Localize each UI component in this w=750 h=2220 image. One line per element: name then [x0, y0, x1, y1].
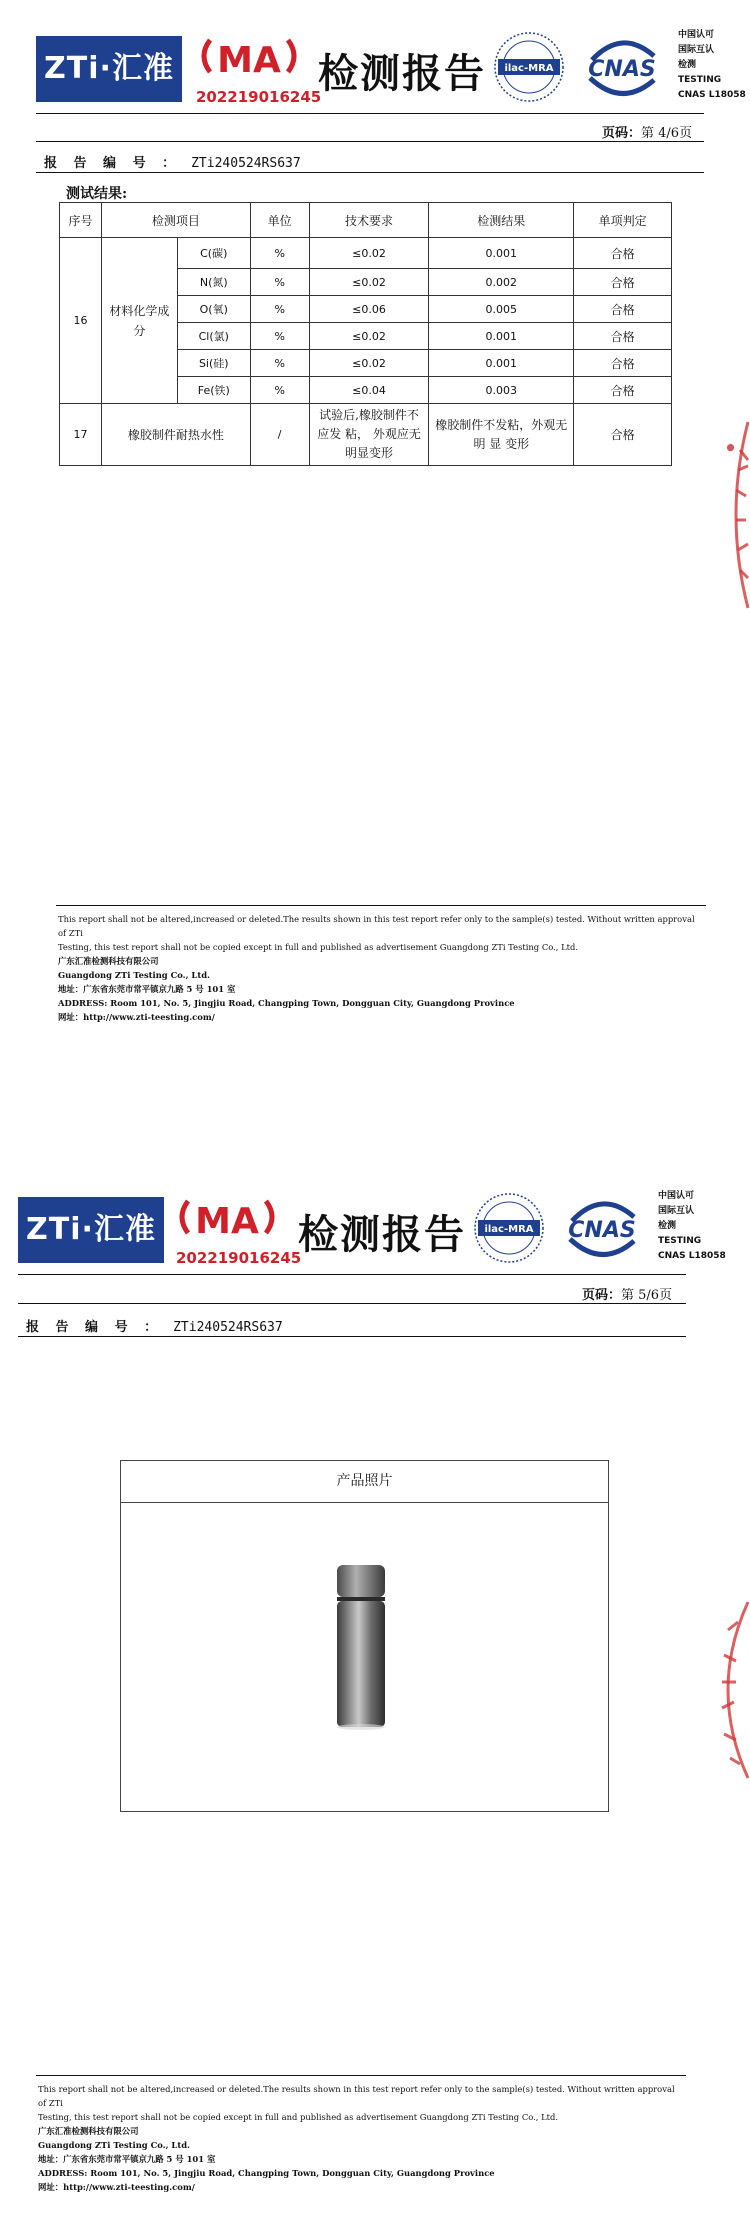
cnas-line: 中国认可: [678, 30, 715, 40]
report-title: 检测报告: [318, 51, 486, 97]
footer-disclaimer: This report shall not be altered,increased or deleted.The results shown in this test report refer only to the sample(s) tested. Without written approval of ZTi: [38, 2084, 675, 2108]
cnas-line: CNAS L18058: [658, 1251, 726, 1261]
cell-requirement: ≤0.02: [309, 323, 429, 350]
table-row: [60, 238, 672, 269]
cell-no: 17: [60, 404, 102, 466]
cell-requirement: ≤0.06: [309, 296, 429, 323]
footer-website: 网址：http://www.zti-teesting.com/: [58, 1012, 215, 1022]
report-number-divider: [36, 172, 704, 173]
report-number-label: 报 告 编 号 ：: [44, 156, 182, 171]
report-header-page-5: [0, 1185, 750, 1295]
cell-verdict: 合格: [574, 323, 672, 350]
footer-website: 网址：http://www.zti-teesting.com/: [38, 2182, 195, 2192]
table-row: [60, 404, 672, 466]
footer-divider: [56, 905, 706, 906]
cell-result: 0.003: [429, 377, 574, 404]
cell-element: Cl(氯): [177, 323, 250, 350]
ma-number: 202219016245: [176, 1249, 302, 1267]
header-divider: [18, 1274, 686, 1275]
cell-verdict: 合格: [574, 404, 672, 466]
ilac-text: ilac-MRA: [484, 1224, 534, 1235]
cell-unit: %: [250, 238, 309, 269]
product-photo: [331, 1563, 391, 1733]
cell-element: O(氧): [177, 296, 250, 323]
ma-logo-text: MA: [195, 1201, 259, 1242]
report-number-value: ZTi240524RS637: [173, 1320, 283, 1335]
cnas-line: CNAS L18058: [678, 90, 746, 100]
cell-unit: %: [250, 269, 309, 296]
cell-unit: %: [250, 377, 309, 404]
cell-result: 0.001: [429, 238, 574, 269]
ma-number: 202219016245: [196, 88, 322, 106]
cell-verdict: 合格: [574, 269, 672, 296]
header-no: 序号: [60, 203, 102, 238]
cell-unit: %: [250, 323, 309, 350]
cnas-line: TESTING: [678, 75, 722, 85]
cnas-logo: [562, 1191, 642, 1265]
page-number-value: 第 4/6页: [641, 126, 693, 141]
header-item: 检测项目: [101, 203, 250, 238]
footer-disclaimer: Testing, this test report shall not be copied except in full and published as advertisement Guangdong ZTi Testing Co., Ltd.: [58, 942, 579, 952]
page-number: [582, 1284, 672, 1303]
cell-requirement: ≤0.02: [309, 269, 429, 296]
cell-requirement: ≤0.04: [309, 377, 429, 404]
footer-address-en: ADDRESS: Room 101, No. 5, Jingjiu Road, Changping Town, Dongguan City, Guangdong Province: [38, 2168, 495, 2178]
cell-verdict: 合格: [574, 238, 672, 269]
cell-requirement: ≤0.02: [309, 238, 429, 269]
cnas-line: 国际互认: [658, 1206, 695, 1216]
footer-address-cn: 地址：广东省东莞市常平镇京九路 5 号 101 室: [38, 2154, 216, 2164]
cell-element: C(碳): [177, 238, 250, 269]
footer-address-en: ADDRESS: Room 101, No. 5, Jingjiu Road, Changping Town, Dongguan City, Guangdong Province: [58, 998, 515, 1008]
footer-company-cn: 广东汇准检测科技有限公司: [58, 956, 159, 966]
cnas-logo-text: CNAS: [568, 1218, 636, 1243]
header-result: 检测结果: [429, 203, 574, 238]
header-verdict: 单项判定: [574, 203, 672, 238]
ma-logo-text: MA: [217, 40, 281, 81]
ilac-mra-logo: [472, 1191, 546, 1265]
header-unit: 单位: [250, 203, 309, 238]
cell-item: 橡胶制件耐热水性: [101, 404, 250, 466]
cnas-accreditation-text: [678, 28, 746, 103]
report-number-value: ZTi240524RS637: [191, 156, 301, 171]
footer-disclaimer: Testing, this test report shall not be copied except in full and published as advertisement Guangdong ZTi Testing Co., Ltd.: [38, 2112, 559, 2122]
cell-element: Si(硅): [177, 350, 250, 377]
footer-disclaimer: This report shall not be altered,increased or deleted.The results shown in this test report refer only to the sample(s) tested. Without written approval of ZTi: [58, 914, 695, 938]
cell-result: 0.001: [429, 323, 574, 350]
ilac-text: ilac-MRA: [504, 63, 554, 74]
page-number-label: 页码：: [602, 126, 642, 141]
report-number: [26, 1316, 283, 1335]
cell-no: 16: [60, 238, 102, 404]
ilac-mra-logo: [492, 30, 566, 104]
cell-requirement: ≤0.02: [309, 350, 429, 377]
cnas-line: 检测: [678, 60, 697, 70]
cell-unit: %: [250, 296, 309, 323]
zti-logo: ZTi·汇准: [18, 1197, 164, 1263]
header-requirement: 技术要求: [309, 203, 429, 238]
cell-unit: /: [250, 404, 309, 466]
cell-result: 0.005: [429, 296, 574, 323]
cnas-logo-text: CNAS: [588, 57, 656, 82]
cell-result: 橡胶制件不发粘，外观无明 显 变形: [429, 404, 574, 466]
footer-company-en: Guangdong ZTi Testing Co., Ltd.: [58, 970, 210, 980]
cnas-line: 检测: [658, 1221, 677, 1231]
cell-verdict: 合格: [574, 296, 672, 323]
footer-company-en: Guangdong ZTi Testing Co., Ltd.: [38, 2140, 190, 2150]
header-divider: [36, 113, 704, 114]
table-header-row: [60, 203, 672, 238]
report-number-divider: [18, 1336, 686, 1337]
footer-company-cn: 广东汇准检测科技有限公司: [38, 2126, 139, 2136]
page-number: [602, 122, 692, 141]
footer-divider: [36, 2075, 686, 2076]
cell-result: 0.001: [429, 350, 574, 377]
cnas-line: 中国认可: [658, 1191, 695, 1201]
cell-result: 0.002: [429, 269, 574, 296]
zti-logo: ZTi·汇准: [36, 36, 182, 102]
product-photo-box: [120, 1460, 609, 1812]
report-title: 检测报告: [298, 1212, 466, 1258]
cnas-accreditation-text: [658, 1189, 726, 1264]
cnas-line: TESTING: [658, 1236, 702, 1246]
cnas-logo: [582, 30, 662, 104]
report-footer: [38, 2082, 678, 2194]
cell-element: Fe(铁): [177, 377, 250, 404]
report-number-label: 报 告 编 号 ：: [26, 1320, 164, 1335]
cell-verdict: 合格: [574, 350, 672, 377]
report-footer: [58, 912, 698, 1024]
product-photo-title: 产品照片: [121, 1461, 608, 1503]
cell-item-group: 材料化学成分: [101, 238, 177, 404]
page-number-label: 页码：: [582, 1288, 622, 1303]
cell-unit: %: [250, 350, 309, 377]
report-header-page-4: [0, 24, 750, 134]
cell-element: N(氮): [177, 269, 250, 296]
company-seal-fragment: [722, 420, 750, 610]
company-seal-fragment: ∙: [720, 431, 741, 464]
company-seal-fragment: [706, 1600, 750, 1780]
cell-requirement: 试验后,橡胶制件不应发 粘， 外观应无明显变形: [309, 404, 429, 466]
report-number: [44, 152, 301, 171]
page-divider: [36, 141, 704, 142]
cnas-line: 国际互认: [678, 45, 715, 55]
page-number-value: 第 5/6页: [621, 1288, 673, 1303]
footer-address-cn: 地址：广东省东莞市常平镇京九路 5 号 101 室: [58, 984, 236, 994]
results-title: 测试结果:: [66, 186, 128, 202]
results-table: [59, 202, 672, 466]
cell-verdict: 合格: [574, 377, 672, 404]
page-divider: [18, 1303, 686, 1304]
